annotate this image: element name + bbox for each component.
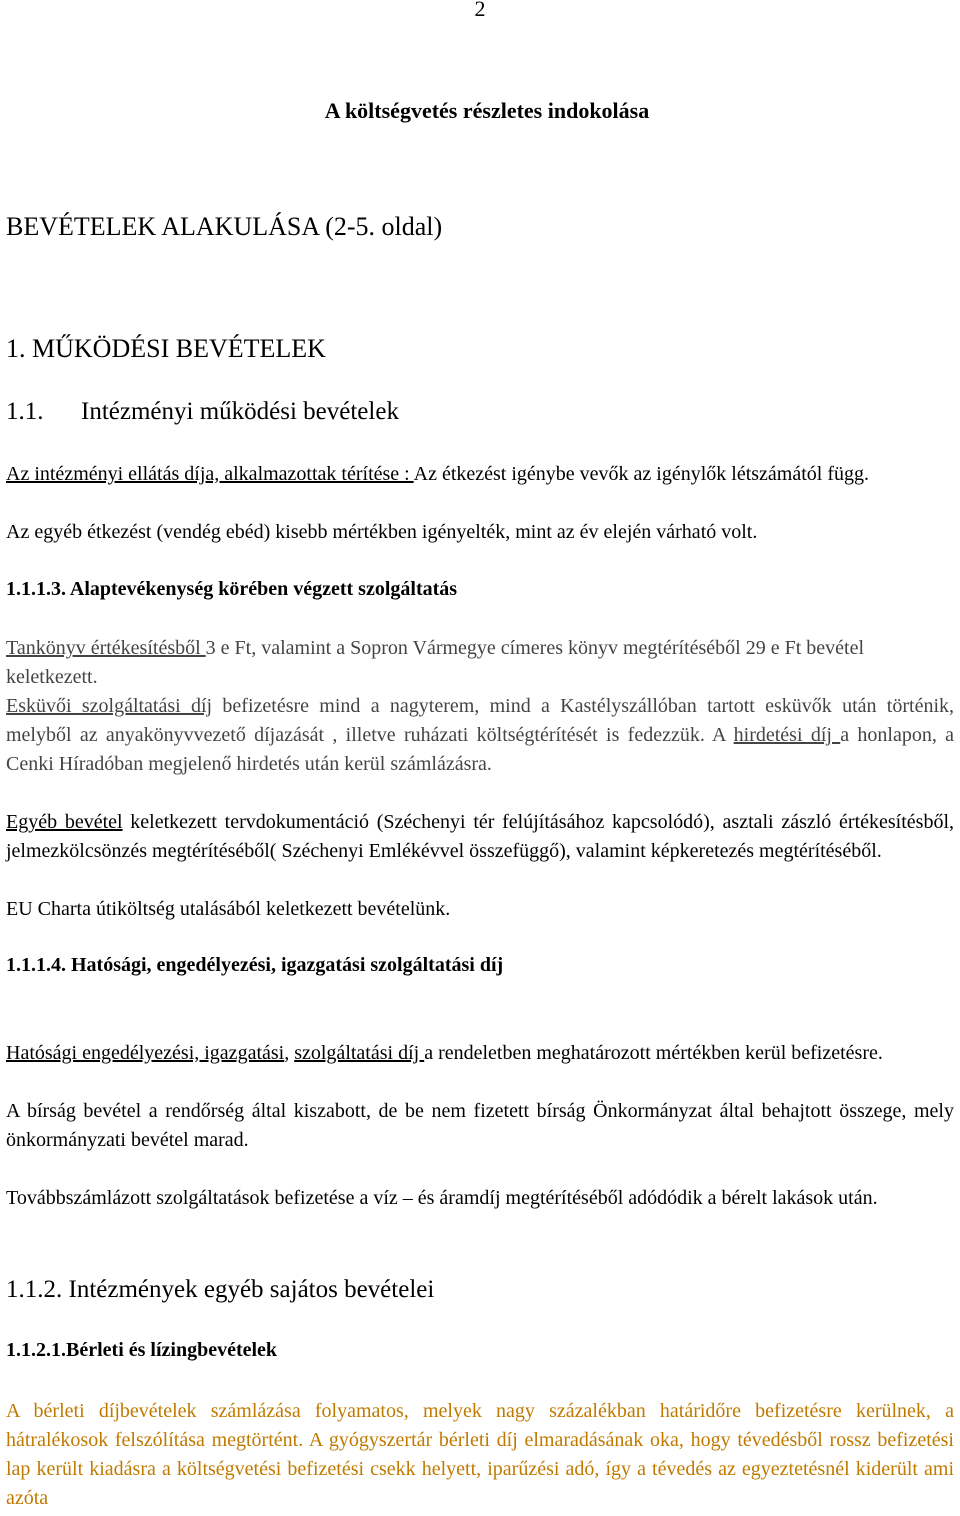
heading-1-1 — [6, 398, 399, 426]
ellatas-dija-label: Az intézményi ellátás díja, alkalmazottak térítése : — [6, 463, 414, 485]
tankonyv-label: Tankönyv értékesítésből — [6, 637, 206, 659]
heading-1-1-2-1: 1.1.2.1.Bérleti és lízingbevételek — [6, 1339, 278, 1361]
heading-mukodesi-bevetelek: 1. MŰKÖDÉSI BEVÉTELEK — [6, 334, 326, 363]
egyeb-bevetel-label: Egyéb bevétel — [6, 811, 123, 833]
szolgaltatasi-dij-label: szolgáltatási díj — [294, 1042, 425, 1064]
paragraph-tovabbszamlazott: Továbbszámlázott szolgáltatások befizetése a víz – és áramdíj megtérítéséből adódódik a bérelt lakások után. — [6, 1187, 878, 1209]
hirdetesi-dij-text: a honlapon, a Cenki Híradóban megjelenő hirdetés után kerül számlázásra. — [6, 724, 955, 775]
hatosagi-dij-comma: , — [284, 1042, 295, 1064]
page-title: A költségvetés részletes indokolása — [324, 98, 650, 123]
paragraph-berleti-dijbevetelek: A bérleti díjbevételek számlázása folyamatos, melyek nagy százalékban határidőre befizetésre kerülnek, a hátralékosok felszólítása megtörtént. A gyógyszertár bérleti díj elmaradásának oka, hogy tévedésből rossz befizetési lap került kiadásra a költségvetési befizetési csekk helyett, iparűzési adó, így a tévedés az egyeztetésnél kiderült ami azóta — [6, 1400, 954, 1509]
heading-1-1-title: Intézményi működési bevételek — [81, 398, 399, 425]
paragraph-egyeb-bevetel — [6, 808, 954, 866]
eskuvoi-dij-text: befizetésre mind a nagyterem, mind a Kastélyszállóban tartott esküvők után történik, melyből az anyakönyvvezető díjazását , illetve ruházati költségtérítését is fedezzük. A — [6, 695, 955, 746]
hirdetesi-dij-label: hirdetési díj — [733, 724, 841, 746]
heading-1-1-1-3: 1.1.1.3. Alaptevékenység körében végzett szolgáltatás — [6, 578, 458, 600]
hatosagi-dij-label: Hatósági engedélyezési, igazgatási — [6, 1042, 285, 1064]
paragraph-eu-charta: EU Charta útiköltség utalásából keletkezett bevételünk. — [6, 898, 451, 920]
paragraph-ellatas-dija — [6, 460, 954, 489]
ellatas-dija-text: Az étkezést igénybe vevők az igénylők létszámától függ. — [413, 463, 870, 485]
paragraph-eskuvoi-dij — [6, 692, 954, 779]
tankonyv-text: 3 e Ft, valamint a Sopron Vármegye címeres könyv megtérítéséből 29 e Ft bevétel keletkezett. — [6, 637, 865, 688]
heading-1-1-2: 1.1.2. Intézmények egyéb sajátos bevételei — [6, 1276, 435, 1303]
paragraph-hatosagi-dij — [6, 1039, 954, 1068]
heading-1-1-1-4: 1.1.1.4. Hatósági, engedélyezési, igazgatási szolgáltatási díj — [6, 954, 504, 976]
paragraph-tankonyv — [6, 634, 954, 692]
eskuvoi-dij-label: Esküvői szolgáltatási díj — [6, 695, 213, 717]
heading-bevetelek: BEVÉTELEK ALAKULÁSA (2-5. oldal) — [6, 212, 443, 241]
heading-1-1-number: 1.1. — [6, 398, 44, 425]
hatosagi-dij-text: a rendeletben meghatározott mértékben kerül befizetésre. — [424, 1042, 883, 1064]
paragraph-birsag: A bírság bevétel a rendőrség által kiszabott, de be nem fizetett bírság Önkormányzat által behajtott összege, mely önkormányzati bevétel marad. — [6, 1100, 954, 1151]
paragraph-egyeb-etkezes: Az egyéb étkezést (vendég ebéd) kisebb mértékben igényelték, mint az év elején várható volt. — [6, 521, 758, 543]
egyeb-bevetel-text: keletkezett tervdokumentáció (Széchenyi tér felújításához kapcsolódó), asztali zászló értékesítésből, jelmezkölcsönzés megtérítéséből( Széchenyi Emlékévvel összefüggő), valamint képkeretezés megtérítéséből. — [6, 811, 954, 862]
page-number: 2 — [474, 0, 486, 21]
